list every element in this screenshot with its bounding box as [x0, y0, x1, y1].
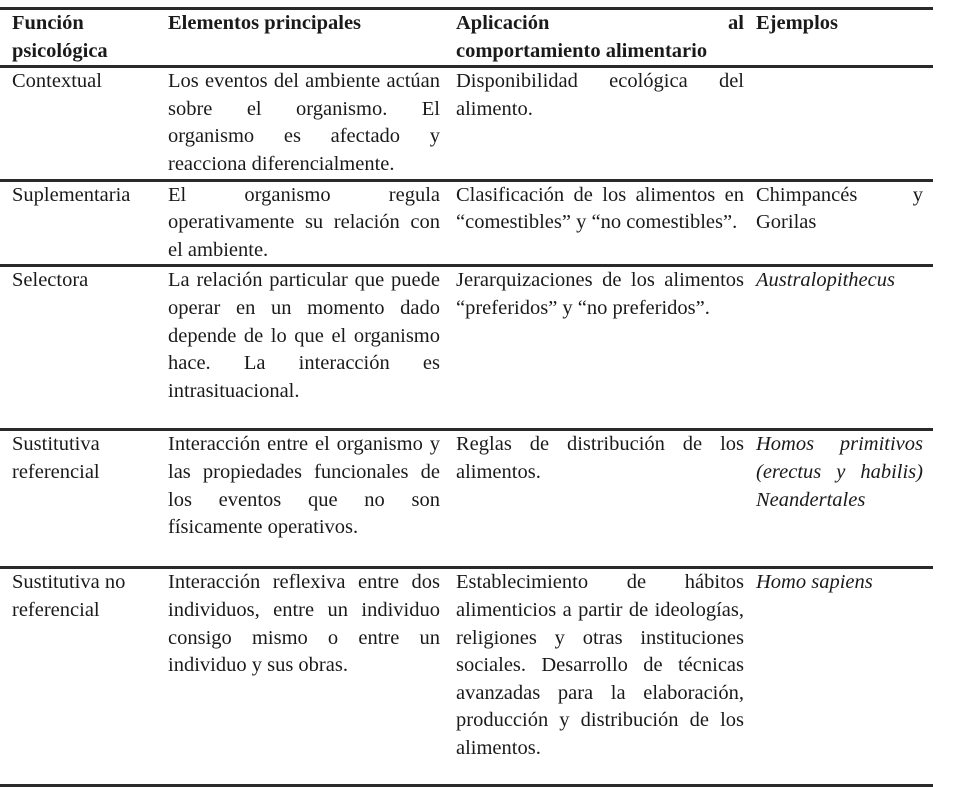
cell-elementos: Interacción entre el organismo y las propiedades funcionales de los eventos que no son físicamente operativos.: [168, 433, 440, 539]
cell-funcion: Selectora: [12, 269, 89, 292]
header-aplicacion-line2: comportamiento alimentario: [456, 39, 708, 62]
cell-funcion: Suplementaria: [12, 183, 131, 206]
header-row: [0, 9, 933, 67]
cell-ejemplos: Homo sapiens: [756, 571, 873, 594]
header-aplicacion: [448, 9, 756, 67]
cell-elementos: La relación particular que puede operar en un momento dado depende de lo que el organismo hace. La interacción es intrasituacional.: [168, 269, 440, 402]
table-row: [0, 67, 933, 180]
cell-funcion: Sustitutiva referencial: [12, 433, 100, 483]
table-row: [0, 266, 933, 430]
table-row: [0, 568, 933, 786]
cell-ejemplos: Homos primitivos (erectus y habilis) Neandertales: [756, 433, 923, 511]
header-aplicacion-line1: [456, 10, 744, 38]
cell-funcion: Contextual: [12, 70, 102, 93]
cell-aplicacion: Jerarquizaciones de los alimentos “preferidos” y “no preferidos”.: [456, 269, 744, 319]
cell-aplicacion: Establecimiento de hábitos alimenticios a partir de ideologías, religiones y otras instituciones sociales. Desarrollo de técnicas avanzadas para la elaboración, producción y distribución de los alimentos.: [456, 571, 744, 759]
header-funcion: Función psicológica: [12, 12, 108, 62]
table-row: [0, 430, 933, 568]
cell-aplicacion: Clasificación de los alimentos en “comestibles” y “no comestibles”.: [456, 183, 744, 234]
header-ejemplos: Ejemplos: [756, 12, 838, 34]
cell-ejemplos: Chimpancés y Gorilas: [756, 183, 923, 234]
cell-ejemplos: [756, 67, 933, 180]
cell-aplicacion: Disponibilidad ecológica del alimento.: [456, 70, 744, 120]
cell-funcion: Sustitutiva no referencial: [12, 571, 126, 621]
psychological-functions-table: [0, 7, 933, 787]
cell-elementos: Los eventos del ambiente actúan sobre el organismo. El organismo es afectado y reacciona diferencialmente.: [168, 70, 440, 175]
table-body: [0, 67, 933, 786]
cell-elementos: El organismo regula operativamente su relación con el ambiente.: [168, 183, 440, 261]
header-aplicacion-word1: Aplicación: [456, 12, 550, 34]
header-elementos: Elementos principales: [168, 12, 362, 34]
header-aplicacion-word2: al: [728, 12, 744, 34]
cell-elementos: Interacción reflexiva entre dos individuos, entre un individuo consigo mismo o entre un individuo y sus obras.: [168, 571, 440, 677]
cell-aplicacion: Reglas de distribución de los alimentos.: [456, 433, 744, 483]
table-header: [0, 9, 933, 67]
table-row: [0, 180, 933, 266]
cell-ejemplos: Australopithecus: [756, 269, 895, 292]
